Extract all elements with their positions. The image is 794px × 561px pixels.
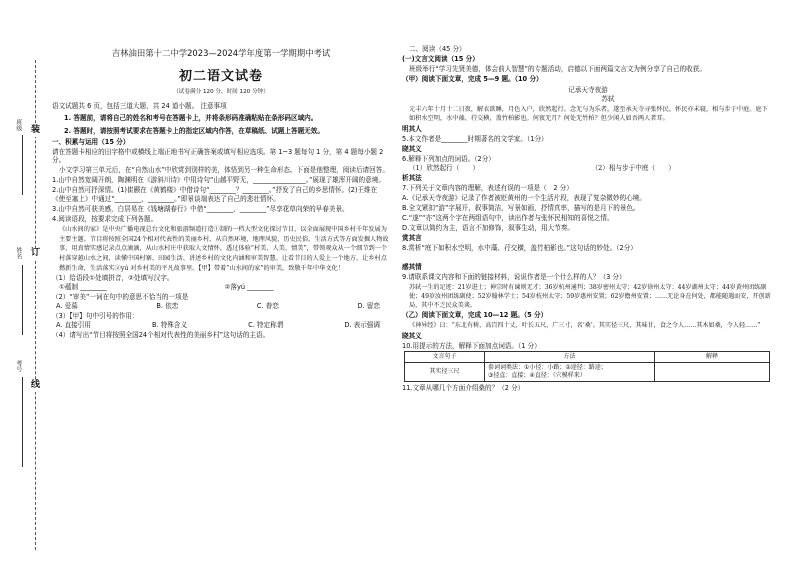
method-line-1: 套词词类法：①小径：小路；②途径：路途； xyxy=(488,364,607,372)
binding-mark-1: 装 xyxy=(31,125,41,135)
classical-heading: (一)文言文阅读（15 分） xyxy=(402,55,479,64)
label-know-author: 明其人 xyxy=(402,125,422,134)
label-meaning: 晓其义 xyxy=(402,145,422,154)
q4-sub3-heading: （3）【甲】句中引号的作用： xyxy=(52,311,139,320)
yi-text: 《神异经》曰：“东北有树，高百四十丈，叶长五尺，广三寸，名‘桑’。其实径三尺，其味甘，食之令人……其木如桑，令人轻……” xyxy=(409,322,761,330)
link-material: 苏轼一生的足迹：21岁进士；神宗时有谏则无才；36岁杭州通判；38岁密州太守；42岁徐州太守；44岁湖州太守；44岁黄州团练副使；49岁汝州团练副使；52岁翰林学士；54岁杭州太守；59岁惠州安置；62岁儋州安置；……无论身在何处，都能随遇而安，开创新局，其中不乏民众美谈。 xyxy=(409,283,771,309)
table-header-row xyxy=(405,352,770,363)
section2-heading: 二、阅读（45 分） xyxy=(409,45,466,54)
q7-option-c[interactable]: C.“遂”“亦”这两个字在两组语句中，读出作者与张怀民相知的喜悦之情。 xyxy=(402,213,614,222)
question-7: 7.下列关于文章内容的理解，表述有误的一项是（ 2 分） xyxy=(402,183,573,192)
option-a[interactable]: A. 爱慕 xyxy=(56,301,78,310)
right-column xyxy=(402,44,774,393)
table-row xyxy=(405,363,770,382)
section1-instructions: 请在答题卡相应的田字格中或横线上端正地书写正确答案或填写相应选项。第 1~3 题每句 1 分，第 4 题每小题 2 分。 xyxy=(52,147,384,165)
question-2: 2.山中自然可抒深情。(1)崔颢在《黄鹤楼》中借诗句“________？________。”抒发了自己的乡思情怀。(2)王维在《使至塞上》中通过“________，________。”即景谈端表达了自己的悲壮情怀。 xyxy=(52,186,378,204)
section1-heading: 一、积累与运用（15 分） xyxy=(52,137,130,146)
question-5: 5.本文作者是________时期著名的文学家。（1分） xyxy=(402,135,548,144)
exam-title: 初二语文试卷 xyxy=(178,69,263,85)
name-line xyxy=(22,265,23,335)
table-header-sentence: 文言句子 xyxy=(405,352,485,363)
label-analysis: 析其法 xyxy=(402,173,422,182)
q4-sub2-options xyxy=(52,302,390,311)
exam-subtitle: （试卷满分 120 分，时间 120 分钟） xyxy=(173,89,269,96)
poem-text: 元丰六年十月十二日夜，解衣欲睡，月色入户，欣然起行。念无与为乐者，遂至承天寺寻张怀民。怀民亦未寝，相与步于中庭。庭下如积水空明，水中藻、荇交横，盖竹柏影也。何夜无月？何处无竹柏？但少闲人如吾两人者耳。 xyxy=(409,105,768,123)
q4-sub1-b[interactable]: ②落yú ________ xyxy=(224,283,274,292)
q7-option-b[interactable]: B.全文紧扣“游”字展开，叙事简洁，写景如画，抒情真率，描写的是月下的景色。 xyxy=(402,203,640,212)
table-cell-method xyxy=(485,363,655,382)
option-d[interactable]: D. 表示强调 xyxy=(344,320,380,329)
question-6-items xyxy=(402,164,774,173)
option-c[interactable]: C. 特定称谓 xyxy=(248,320,284,329)
left-column xyxy=(52,46,390,339)
label-feeling: 感其情 xyxy=(402,262,422,271)
q4-sub2-heading: （2）“审美”一词在句中的意思不恰当的一项是 xyxy=(52,293,189,302)
id-line xyxy=(22,377,23,467)
instructions-intro: 语文试题共 6 页，包括三道大题，共 24 道小题。 注意事项 xyxy=(52,101,227,110)
question-11: 11.文章从哪几个方面介绍桑的？（2 分） xyxy=(402,384,525,393)
question-6: 6.解释下列加点的词语。（2分） xyxy=(402,155,495,164)
binding-mark-3: 线 xyxy=(31,380,41,390)
poem-author: 苏轼 xyxy=(601,94,615,103)
q4-sub1-answers xyxy=(52,283,390,292)
class-line xyxy=(22,135,23,195)
passage-text: 《山水间的家》是中央广播电视总台文化和旅游频道打造①制的一档大型文化探讨节目，以全面展现中国乡村千年发展为主要主题。节目将按照全国24个相对代表性的美丽乡村，从自然环境、地理风貌、历史民俗、生活方式等方面发掘人物故事，用真情实感记录点点滴滴，从山水村庄中获取人文情怀，透过体验“村美、人美、情美”，带领观众从一个细节到一个村落穿越山水之间，读懂中国村寨、田园生活、讲述乡村的文化内涵和审美智慧。让看节目的人爱上一个地方，让乡村点燃新生命，生活落实②yú 对乡村美的平凡故事里。【甲】带着“山水间的家”的审美，致敬千年中华文化！ xyxy=(59,226,389,272)
question-10-table xyxy=(404,351,770,382)
table-header-method: 方法 xyxy=(485,352,655,363)
q4-sub3-options xyxy=(52,321,390,330)
question-10: 10.用提示的方法，解释下面加点词语。（1 分） xyxy=(402,341,541,350)
q7-option-d[interactable]: D.文章以简约为主，语言不加修饰，叙事生动，用大节奏。 xyxy=(402,223,575,232)
label-appreciate: 赏其言 xyxy=(402,233,422,242)
q4-sub1-a[interactable]: ①蕴制 ________ xyxy=(59,283,107,292)
table-cell-sentence: 其实径三尺 xyxy=(405,363,485,382)
id-label: 考号 xyxy=(14,360,22,372)
binding-margin xyxy=(4,55,48,555)
question-1: 1.山中自然宽阔开朗，陶渊明在《游斜川诗》中用诗句“山越平野无，________________。”展现了雄浑开阔的意境。 xyxy=(52,176,385,185)
question-9: 9.请联系课文内容和下面的链接材料，说说作者是一个什么样的人？（3 分） xyxy=(402,272,626,281)
name-label: 姓名 xyxy=(14,247,22,259)
question-4-heading: 4.阅读语段，按要求完成下列各题。 xyxy=(52,215,158,224)
instruction-2: 2. 答题时，请按照考试要求在答题卡上的指定区域内作答，在草稿纸、试题上答题无效。 xyxy=(64,127,324,136)
classical-intro: 班级举行“学习先贤美德，体会前人智慧”的专题活动，启德以下面两篇文言文为例分享了自己的收获。 xyxy=(409,65,706,74)
q6-item-2[interactable]: （2）相与步于中庭（ ） xyxy=(591,163,675,172)
q7-option-a[interactable]: A.《记承天寺夜游》记录了作者被贬黄州的一个生活片段，表现了复杂微妙的心境。 xyxy=(402,193,646,202)
option-a[interactable]: A. 直接引用 xyxy=(56,320,91,329)
instruction-1: 1. 答题前，请将自己的姓名和考号在答题卡上，并将条形码准确粘贴在条形码区域内。 xyxy=(64,114,318,123)
option-b[interactable]: B. 依恋 xyxy=(156,301,179,310)
question-8: 8.赏析“庭下如积水空明，水中藻、荇交横，盖竹柏影也。”这句话的妙处。（2分） xyxy=(402,243,637,252)
option-b[interactable]: B. 特殊含义 xyxy=(152,320,188,329)
question-3: 3.山中自然可获美感，白居易在《钱塘湖春行》中借“________，________”尽享花草向荣的早春美景。 xyxy=(52,205,349,214)
table-cell-answer[interactable] xyxy=(655,363,770,382)
jia-heading: （甲）阅读下面文章，完成 5—9 题。（10 分） xyxy=(402,75,543,84)
q6-item-1[interactable]: （1）欣然起行（ ） xyxy=(409,163,480,172)
option-d[interactable]: D. 留恋 xyxy=(357,301,380,310)
table-header-explanation: 解释 xyxy=(655,352,770,363)
q4-sub4-heading: （4）请写出“节目将按照全国24个相对代表性的美丽乡村”这句话的主语。 xyxy=(52,330,270,339)
yi-heading: （乙）阅读下面文章，完成 10—12 题。（5 分） xyxy=(402,311,548,320)
poem-title: 记承天寺夜游 xyxy=(568,86,608,94)
school-name: 吉林油田第十二中学2023—2024学年度第一学期期中考试 xyxy=(111,48,331,58)
option-c[interactable]: C. 眷恋 xyxy=(256,301,279,310)
label-meaning-2: 晓其义 xyxy=(402,331,422,340)
binding-mark-2: 订 xyxy=(31,248,41,258)
section1-intro: 小文学习第三单元后，在“自然山水”中欣赏到别样的美，体悟到另一种生命形态。下面是他整理，阅读后请回答。 xyxy=(59,166,389,175)
q4-sub1-heading: （1）给语段①处填拼音，②处填写汉字。 xyxy=(52,274,174,283)
method-line-2: ③径直：直接；④直径：（穴模样来） xyxy=(488,372,586,380)
class-label: 班级 xyxy=(14,119,22,131)
